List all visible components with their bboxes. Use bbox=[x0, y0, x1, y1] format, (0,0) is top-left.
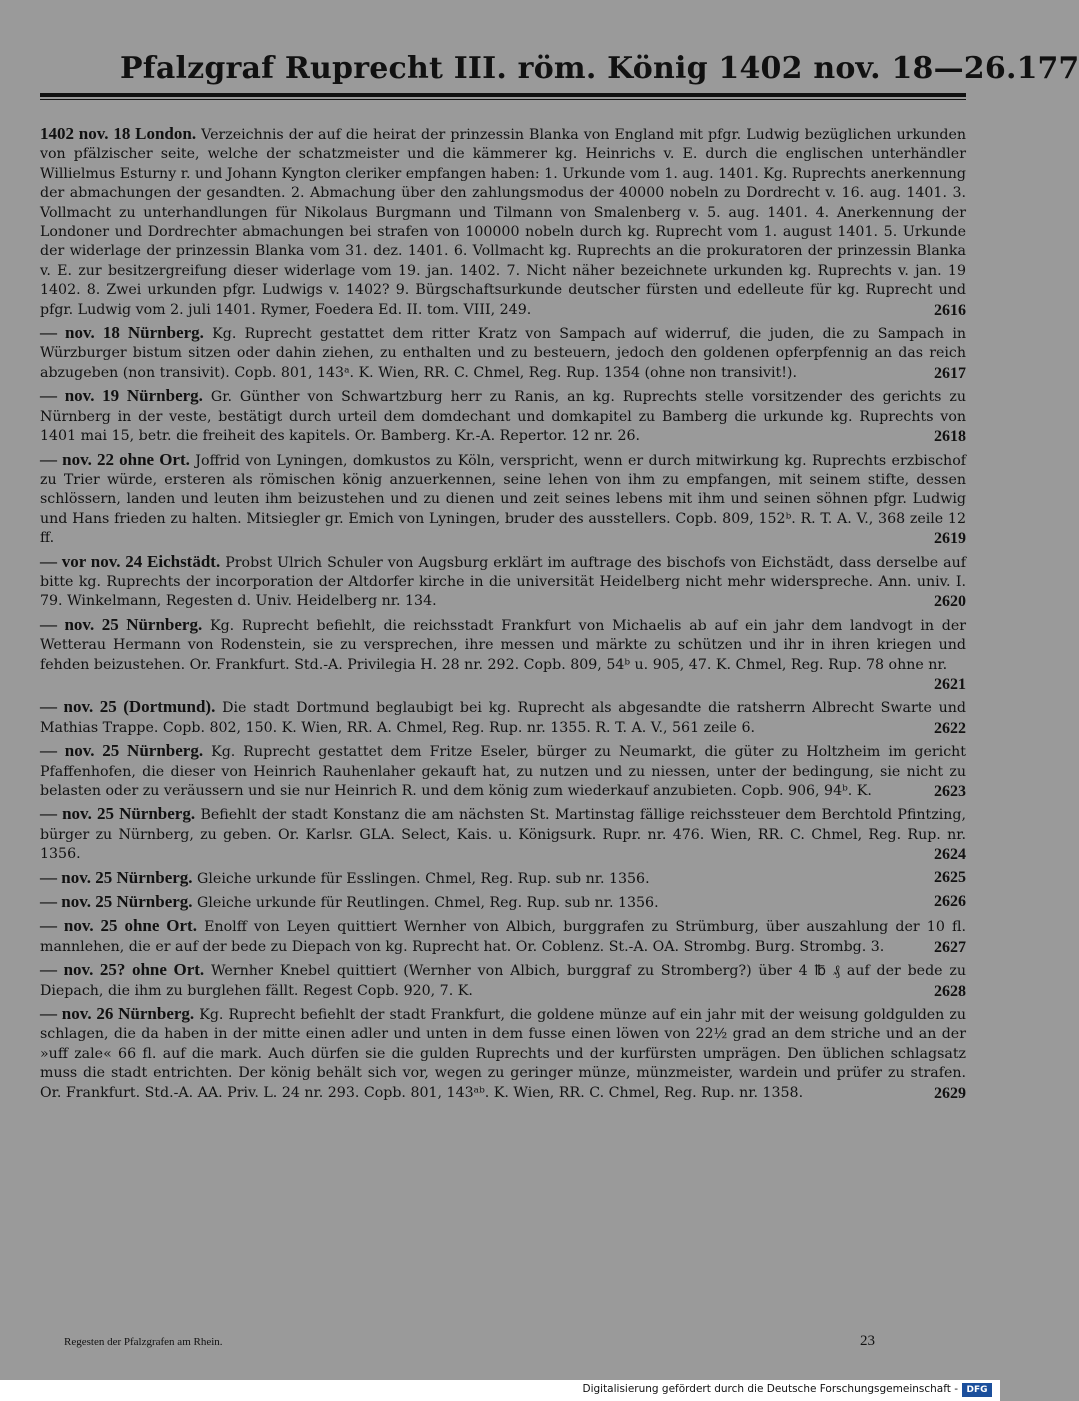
entry-date: — nov. 19 Nürnberg. bbox=[40, 386, 203, 406]
entry-text: Kg. Ruprecht befiehlt der stadt Frankfurt, die goldene münze auf ein jahr mit der weisung goldgulden zu schlagen, die da haben in der mitte einen adler und unten in dem fusse einen löwen von 22½ grad an dem striche und an der »uff zale« 66 fl. auf die mark. Auch dürfen sie die gulden Ruprechts und der kurfürsten umprägen. Den üblichen schlagsatz muss die stadt entrichten. Der könig behält sich vor, wegen zu geringer münze, münzmeister, wardein und prüfer zu strafen. Or. Frankfurt. Std.-A. AA. Priv. L. 24 nr. 293. Copb. 801, 143ᵃᵇ. K. Wien, RR. C. Chmel, Reg. Rup. nr. 1358. bbox=[40, 1007, 966, 1101]
regest-entry bbox=[40, 124, 966, 320]
entry-date: — nov. 25 (Dortmund). bbox=[40, 697, 216, 717]
entry-text: Gleiche urkunde für Reutlingen. Chmel, Reg. Rup. sub nr. 1356. bbox=[192, 895, 659, 912]
entry-date: — vor nov. 24 Eichstädt. bbox=[40, 551, 221, 571]
entry-date: — nov. 25 Nürnberg. bbox=[40, 804, 196, 824]
entry-number: 2620 bbox=[934, 593, 966, 611]
entry-text: Verzeichnis der auf die heirat der prinzessin Blanka von England mit pfgr. Ludwig bezüglichen urkunden von pfälzischer seite, welche der schatzmeister und die kämmerer kg. Heinrichs v. E. durch die englischen unterhändler Willielmus Esturny r. und Johann Kyngton cleriker empfangen haben: 1. Urkunde vom 1. aug. 1401. Kg. Ruprechts anerkennung der abmachungen der gesandten. 2. Abmachung über den zahlungsmodus der 40000 nobeln zu Dordrecht v. 16. aug. 1401. 3. Vollmacht zu unterhandlungen für Nikolaus Burgmann und Tilmann von Smalenberg v. 5. aug. 1401. 4. Anerkennung der Londoner und Dordrechter abmachungen bei strafen von 100000 nobeln durch kg. Ruprecht vom 1. august 1401. 5. Urkunde der widerlage der prinzessin Blanka vom 31. dez. 1401. 6. Vollmacht kg. Ruprechts an die prokuratoren der prinzessin Blanka v. E. zur besitzergreifung dieser widerlage vom 19. jan. 1402. 7. Nicht näher bezeichnete urkunden kg. Ruprechts v. jan. 19 1402. 8. Zwei urkunden pfgr. Ludwigs v. 1402? 9. Bürgschaftsurkunde deutscher fürsten und edelleute für kg. Ruprecht und pfgr. Ludwig vom 2. juli 1401. Rymer, Foedera Ed. II. tom. VIII, 249. bbox=[40, 127, 966, 318]
regest-entry bbox=[40, 916, 966, 957]
entry-number: 2616 bbox=[934, 301, 966, 319]
entry-number: 2626 bbox=[934, 893, 966, 911]
entry-number: 2623 bbox=[934, 783, 966, 800]
entry-text: Befiehlt der stadt Konstanz die am nächsten St. Martinstag fällige reichssteuer dem Berchtold Pfintzing, bürger zu Nürnberg, zu geben. Or. Karlsr. GLA. Select, Kais. u. Königsurk. Rupr. nr. 476. Wien, RR. C. Chmel, Reg. Rup. nr. 1356. bbox=[40, 807, 967, 863]
entry-number: 2618 bbox=[934, 428, 966, 446]
entry-date: — nov. 25 Nürnberg. bbox=[40, 867, 193, 887]
regest-entry bbox=[40, 323, 966, 383]
entry-number: 2619 bbox=[934, 530, 966, 548]
entry-date: — nov. 25 Nürnberg. bbox=[40, 614, 203, 634]
regest-entry bbox=[40, 960, 966, 1001]
entry-text: Probst Ulrich Schuler von Augsburg erklärt im auftrage des bischofs von Eichstädt, dass derselbe auf bitte kg. Ruprechts der incorporation der Altdorfer kirche in die universität Heidelberg nicht mehr widerspreche. Ann. univ. I. 79. Winkelmann, Regesten d. Univ. Heidelberg nr. 134. bbox=[40, 554, 966, 610]
regest-entries bbox=[40, 124, 966, 1106]
entry-text: Kg. Ruprecht befiehlt, die reichsstadt Frankfurt von Michaelis ab auf ein jahr dem landvogt in der Wetterau Hermann von Rodenstein, sie zu versprechen, ihre messen und märkte zu schützen und ihr in ihren kriegen und fehden beizustehen. Or. Frankfurt. Std.-A. Privilegia H. 28 nr. 292. Copb. 809, 54ᵇ u. 905, 47. K. Chmel, Reg. Rup. 78 ohne nr. bbox=[40, 617, 967, 673]
entry-text: Enolff von Leyen quittiert Wernher von Albich, burggrafen zu Strümburg, über auszahlung der 10 fl. mannlehen, die er auf der bede zu Diepach von kg. Ruprecht hat. Or. Coblenz. St.-A. OA. Strombg. Burg. Strombg. 3. bbox=[40, 919, 966, 955]
entry-number: 2625 bbox=[934, 868, 966, 886]
entry-text: Joffrid von Lyningen, domkustos zu Köln, verspricht, wenn er durch mitwirkung kg. Ruprechts erzbischof zu Trier würde, ersteren als römischen könig anzuerkennen, seine lehen von ihm zu empfangen, mit seinem stifte, dessen schlössern, landen und leuten ihm beizustehen und zu dienen und zeit seines lebens mit ihm und seinen söhnen pfgr. Ludwig und Hans frieden zu halten. Mitsiegler gr. Emich von Lyningen, bruder des ausstellers. Copb. 809, 152ᵇ. R. T. A. V., 368 zeile 12 ff. bbox=[40, 452, 966, 547]
header-rule-thin bbox=[40, 99, 966, 100]
entry-date: — nov. 22 ohne Ort. bbox=[40, 449, 190, 469]
entry-number: 2622 bbox=[934, 719, 966, 737]
entry-number: 2627 bbox=[934, 938, 966, 956]
regest-entry bbox=[40, 615, 966, 695]
entry-number: 2624 bbox=[934, 846, 966, 864]
running-title: Pfalzgraf Ruprecht III. röm. König 1402 nov. 18—26. bbox=[120, 51, 1017, 86]
entry-text: Wernher Knebel quittiert (Wernher von Albich, burggraf zu Stromberg?) über 4 ℔ ₰ auf der bede zu Diepach, die ihm zu burglehen fällt. Regest Copb. 920, 7. K. bbox=[40, 963, 966, 999]
entry-date: — nov. 18 Nürnberg. bbox=[40, 323, 204, 343]
dfg-logo: DFG bbox=[962, 1383, 992, 1397]
regest-entry bbox=[40, 741, 966, 801]
regest-entry bbox=[40, 386, 966, 446]
entry-number: 2621 bbox=[934, 675, 966, 693]
credit-text: Digitalisierung gefördert durch die Deutsche Forschungsgemeinschaft - bbox=[582, 1383, 958, 1395]
entry-text: Kg. Ruprecht gestattet dem ritter Kratz von Sampach auf widerruf, die juden, die zu Sampach in Würzburger bistum sitzen oder dahin ziehen, zu enthalten und zu besteuern, jedoch den goldenen opferpfennig an das reich abzugeben (non transivit). Copb. 801, 143ᵃ. K. Wien, RR. C. Chmel, Reg. Rup. 1354 (ohne non transivit!). bbox=[40, 326, 967, 381]
entry-number: 2628 bbox=[934, 982, 966, 1000]
entry-text: Gleiche urkunde für Esslingen. Chmel, Reg. Rup. sub nr. 1356. bbox=[192, 870, 650, 887]
regest-entry bbox=[40, 1004, 966, 1103]
entry-number: 2629 bbox=[934, 1084, 966, 1102]
regest-entry bbox=[40, 892, 966, 913]
entry-number: 2617 bbox=[934, 364, 966, 382]
entry-text: Gr. Günther von Schwartzburg herr zu Ranis, an kg. Ruprechts stelle vorsitzender des gerichts zu Nürnberg in der veste, bestätigt durch urteil dem domdechant und domkapitel zu Bamberg die urkunde kg. Ruprechts von 1401 mai 15, betr. die freiheit des kapitels. Or. Bamberg. Kr.-A. Repertor. 12 nr. 26. bbox=[40, 389, 967, 445]
entry-date: — nov. 25 Nürnberg. bbox=[40, 741, 204, 761]
regest-entry bbox=[40, 450, 966, 549]
regest-entry bbox=[40, 804, 966, 864]
regest-entry bbox=[40, 697, 966, 738]
footer-signature: 23 bbox=[860, 1333, 875, 1349]
entry-date: — nov. 25 Nürnberg. bbox=[40, 892, 193, 912]
footer-series: Regesten der Pfalzgrafen am Rhein. bbox=[64, 1336, 223, 1348]
entry-text: Kg. Ruprecht gestattet dem Fritze Eseler, bürger zu Neumarkt, die güter zu Holtzheim im gericht Pfaffenhofen, die dieser von Heinrich Rauhenlaher gekauft hat, zu nutzen und zu niessen, unter der bedingung, sie nicht zu belasten oder zu veräussern und sie nur Heinrich R. und dem könig zum wiederkauf anzubieten. Copb. 906, 94ᵇ. K. bbox=[40, 744, 966, 799]
regest-entry bbox=[40, 552, 966, 612]
entry-date: — nov. 25? ohne Ort. bbox=[40, 960, 205, 980]
page-number: 177 bbox=[1016, 51, 1079, 86]
running-header bbox=[40, 38, 1079, 86]
entry-date: — nov. 26 Nürnberg. bbox=[40, 1004, 195, 1024]
entry-text: Die stadt Dortmund beglaubigt bei kg. Ruprecht als abgesandte die ratsherrn Albrecht Swarte und Mathias Trappe. Copb. 802, 150. K. Wien, RR. A. Chmel, Reg. Rup. nr. 1355. R. T. A. V., 561 zeile 6. bbox=[40, 700, 966, 736]
entry-date: 1402 nov. 18 London. bbox=[40, 124, 197, 143]
entry-date: — nov. 25 ohne Ort. bbox=[40, 916, 197, 936]
header-rule-thick bbox=[40, 93, 966, 97]
regest-entry bbox=[40, 868, 966, 889]
